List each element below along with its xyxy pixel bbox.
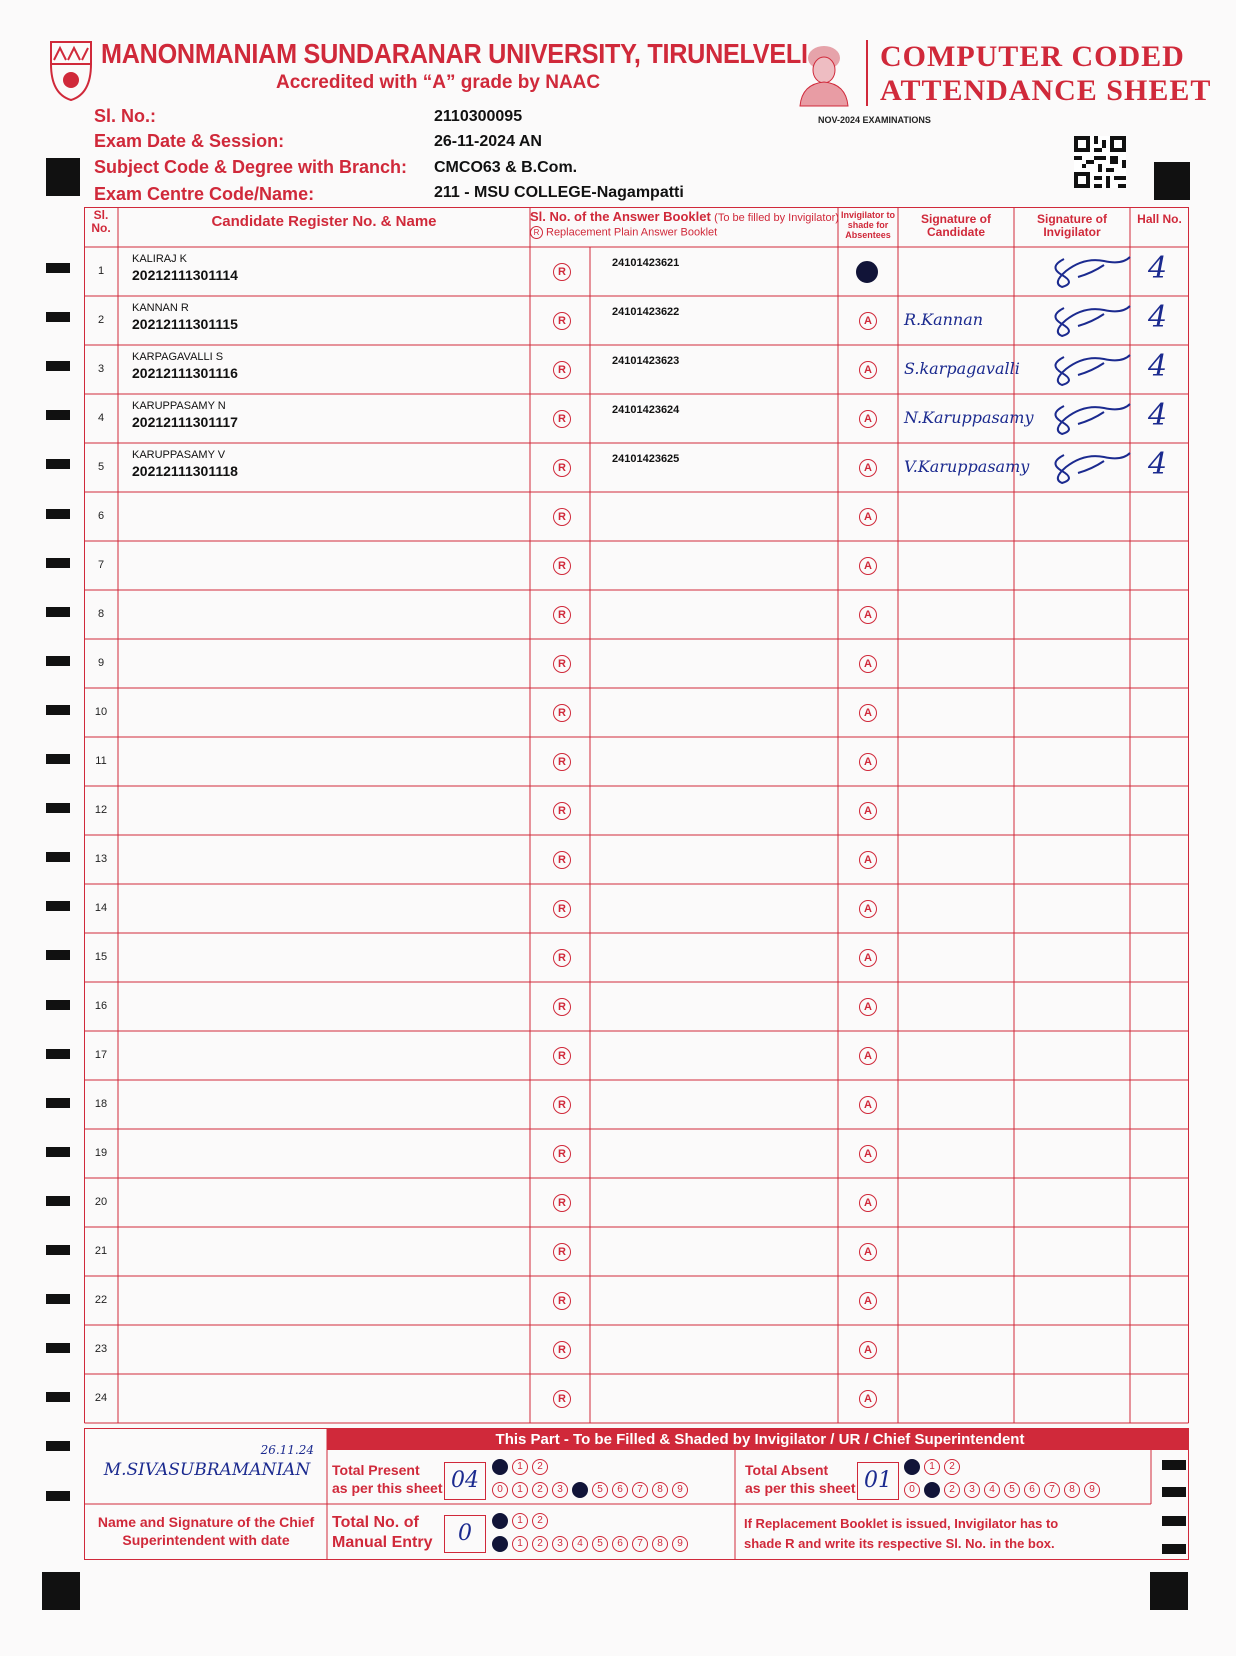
total-absent-label (745, 1461, 856, 1497)
manual-units-digit-bubble[interactable]: 1 (512, 1536, 528, 1552)
replacement-bubble[interactable]: R (553, 1292, 571, 1310)
absent-bubble[interactable]: A (859, 606, 877, 624)
qr-code (1074, 136, 1126, 188)
replacement-bubble[interactable]: R (553, 1096, 571, 1114)
absent-bubble[interactable]: A (859, 312, 877, 330)
absent-bubble[interactable]: A (859, 1292, 877, 1310)
timing-mark (46, 361, 70, 371)
replacement-note: If Replacement Booklet is issued, Invigilator has to shade R and write its respective Sl. No. in the box. (744, 1516, 1059, 1551)
total-present-label (332, 1461, 443, 1497)
timing-mark (46, 558, 70, 568)
timing-mark (46, 950, 70, 960)
present-units-digit-bubble[interactable]: 7 (632, 1482, 648, 1498)
row-sl-no: 20 (94, 1196, 108, 1208)
absent-bubble[interactable]: A (859, 998, 877, 1016)
manual-entry-label (332, 1513, 432, 1553)
timing-mark (46, 1098, 70, 1108)
timing-mark (46, 1491, 70, 1501)
timing-mark (1154, 162, 1190, 200)
field-label-sl-no: Sl. No.: (94, 106, 156, 126)
replacement-bubble[interactable]: R (553, 802, 571, 820)
candidate-register-no: 20212111301114 (132, 267, 238, 283)
total-absent-label-line2: as per this sheet (745, 1480, 856, 1496)
field-value-centre: 211 - MSU COLLEGE-Nagampatti (434, 184, 684, 201)
replacement-bubble[interactable]: R (553, 263, 571, 281)
row-sl-no: 18 (94, 1098, 108, 1110)
row-sl-no: 7 (97, 559, 105, 571)
row-sl-no: 21 (94, 1245, 108, 1257)
row-sl-no: 6 (97, 510, 105, 522)
row-sl-no: 5 (97, 461, 105, 473)
total-present-units-bubbles (492, 1481, 692, 1499)
col-header-absent: Invigilator to shade for Absentees (841, 210, 895, 240)
replacement-bubble[interactable]: R (553, 949, 571, 967)
candidate-signature: V.Karuppasamy (904, 457, 1030, 476)
replacement-bubble[interactable]: R (553, 557, 571, 575)
field-label-exam-date: Exam Date & Session: (94, 131, 285, 151)
present-units-digit-bubble[interactable]: 0 (492, 1482, 508, 1498)
row-sl-no: 9 (97, 657, 105, 669)
manual-entry-label-line1: Total No. of (332, 1514, 419, 1531)
founder-portrait (794, 40, 854, 106)
absent-units-digit-bubble[interactable] (924, 1482, 940, 1498)
timing-mark (46, 1441, 70, 1451)
session-tag: NOV-2024 EXAMINATIONS (818, 115, 931, 125)
sheet-title-line2: ATTENDANCE SHEET (880, 74, 1212, 107)
timing-mark (42, 1572, 80, 1610)
present-units-digit-bubble[interactable]: 2 (532, 1482, 548, 1498)
timing-mark (46, 1196, 70, 1206)
chief-superintendent-signature (92, 1440, 322, 1480)
candidate-name: KARPAGAVALLI S (132, 351, 224, 363)
row-sl-no: 2 (97, 314, 105, 326)
manual-entry-units-bubbles (492, 1535, 692, 1553)
row-sl-no: 4 (97, 412, 105, 424)
timing-mark (46, 1049, 70, 1059)
absent-bubble[interactable]: A (859, 1390, 877, 1408)
candidate-signature: R.Kannan (904, 310, 984, 329)
col-header-booklet-sub (530, 226, 840, 239)
present-units-digit-bubble[interactable]: 3 (552, 1482, 568, 1498)
timing-mark (46, 158, 80, 196)
timing-mark (1150, 1572, 1188, 1610)
timing-mark (46, 1294, 70, 1304)
present-tens-digit-bubble[interactable]: 1 (512, 1459, 528, 1475)
total-absent-box: 01 (857, 1462, 899, 1500)
manual-units-digit-bubble[interactable]: 3 (552, 1536, 568, 1552)
title-divider (866, 40, 868, 106)
absent-bubble[interactable]: A (859, 753, 877, 771)
manual-units-digit-bubble[interactable]: 4 (572, 1536, 588, 1552)
timing-mark (46, 312, 70, 322)
row-sl-no: 12 (94, 804, 108, 816)
absent-bubble[interactable]: A (859, 1341, 877, 1359)
row-sl-no: 16 (94, 1000, 108, 1012)
field-value-subject: CMCO63 & B.Com. (434, 159, 578, 176)
timing-mark (46, 1245, 70, 1255)
replacement-symbol: R (530, 226, 543, 239)
timing-mark (46, 1343, 70, 1353)
absent-bubble[interactable]: A (859, 508, 877, 526)
row-sl-no: 23 (94, 1343, 108, 1355)
absent-tens-digit-bubble[interactable]: 1 (924, 1459, 940, 1475)
col-header-sig-invigilator: Signature of Invigilator (1036, 212, 1107, 239)
candidate-signature: N.Karuppasamy (904, 408, 1034, 427)
answer-booklet-no: 24101423625 (612, 453, 680, 465)
hall-no: 4 (1148, 300, 1168, 335)
manual-units-digit-bubble[interactable]: 5 (592, 1536, 608, 1552)
replacement-bubble[interactable]: R (553, 1243, 571, 1261)
timing-mark (46, 459, 70, 469)
invigilator-signature (1044, 400, 1134, 438)
replacement-bubble[interactable]: R (553, 1341, 571, 1359)
absent-units-digit-bubble[interactable]: 3 (964, 1482, 980, 1498)
chief-date: 26.11.24 (260, 1443, 314, 1457)
row-sl-no: 22 (94, 1294, 108, 1306)
replacement-bubble[interactable]: R (553, 1194, 571, 1212)
hall-no: 4 (1148, 447, 1168, 482)
total-absent-units-bubbles (904, 1481, 1104, 1499)
candidate-name: KARUPPASAMY V (132, 449, 226, 461)
timing-mark (46, 705, 70, 715)
timing-mark (46, 607, 70, 617)
col-header-candidate: Candidate Register No. & Name (211, 213, 437, 230)
manual-units-digit-bubble[interactable]: 7 (632, 1536, 648, 1552)
total-absent-tens-bubbles (904, 1458, 964, 1476)
absent-bubble[interactable]: A (859, 900, 877, 918)
sheet-title-line1: COMPUTER CODED (880, 40, 1185, 73)
candidate-signature: S.karpagavalli (904, 359, 1020, 378)
timing-mark (46, 852, 70, 862)
replacement-bubble[interactable]: R (553, 361, 571, 379)
hall-no: 4 (1148, 251, 1168, 286)
timing-mark (46, 1147, 70, 1157)
replacement-bubble[interactable]: R (553, 1047, 571, 1065)
timing-mark (46, 803, 70, 813)
absent-tens-digit-bubble[interactable]: 2 (944, 1459, 960, 1475)
absent-units-digit-bubble[interactable]: 6 (1024, 1482, 1040, 1498)
manual-units-digit-bubble[interactable]: 8 (652, 1536, 668, 1552)
absent-units-digit-bubble[interactable]: 4 (984, 1482, 1000, 1498)
row-sl-no: 8 (97, 608, 105, 620)
row-sl-no: 11 (95, 755, 107, 767)
row-sl-no: 14 (94, 902, 108, 914)
accreditation-text: Accredited with “A” grade by NAAC (276, 72, 601, 93)
answer-booklet-no: 24101423624 (612, 404, 680, 416)
absent-bubble[interactable]: A (859, 557, 877, 575)
absent-bubble[interactable]: A (859, 1243, 877, 1261)
row-sl-no: 1 (97, 265, 105, 277)
present-units-digit-bubble[interactable] (572, 1482, 588, 1498)
absent-units-digit-bubble[interactable]: 9 (1084, 1482, 1100, 1498)
timing-mark (46, 263, 70, 273)
row-sl-no: 24 (94, 1392, 108, 1404)
absent-bubble[interactable]: A (859, 1096, 877, 1114)
attendance-grid (84, 207, 1189, 1425)
absent-tens-digit-bubble[interactable] (904, 1459, 920, 1475)
university-name: MANONMANIAM SUNDARANAR UNIVERSITY, TIRUNELVELI (101, 38, 808, 69)
manual-tens-digit-bubble[interactable] (492, 1513, 508, 1529)
replacement-bubble[interactable]: R (553, 508, 571, 526)
manual-tens-digit-bubble[interactable]: 1 (512, 1513, 528, 1529)
manual-entry-box: 0 (444, 1515, 486, 1553)
replacement-bubble[interactable]: R (553, 1390, 571, 1408)
absent-bubble[interactable]: A (859, 410, 877, 428)
field-value-sl-no: 2110300095 (434, 108, 523, 125)
answer-booklet-no: 24101423621 (612, 257, 680, 269)
timing-mark (46, 656, 70, 666)
candidate-name: KALIRAJ K (132, 253, 188, 265)
timing-mark (46, 410, 70, 420)
col-header-booklet-main: Sl. No. of the Answer Booklet (530, 209, 711, 224)
total-present-box: 04 (444, 1462, 486, 1500)
answer-booklet-no: 24101423622 (612, 306, 680, 318)
candidate-name: KANNAN R (132, 302, 189, 314)
invigilator-signature (1044, 449, 1134, 487)
manual-units-digit-bubble[interactable] (492, 1536, 508, 1552)
invigilator-signature (1044, 253, 1134, 291)
total-present-tens-bubbles (492, 1458, 552, 1476)
row-sl-no: 17 (94, 1049, 108, 1061)
present-units-digit-bubble[interactable]: 9 (672, 1482, 688, 1498)
present-units-digit-bubble[interactable]: 8 (652, 1482, 668, 1498)
present-units-digit-bubble[interactable]: 5 (592, 1482, 608, 1498)
candidate-register-no: 20212111301116 (132, 365, 238, 381)
replacement-bubble[interactable]: R (553, 312, 571, 330)
university-logo (48, 40, 94, 102)
candidate-register-no: 20212111301117 (132, 414, 238, 430)
timing-mark (46, 901, 70, 911)
absent-bubble[interactable]: A (859, 949, 877, 967)
candidate-register-no: 20212111301118 (132, 463, 238, 479)
timing-mark (46, 1000, 70, 1010)
total-present-label-line2: as per this sheet (332, 1480, 443, 1496)
replacement-bubble[interactable]: R (553, 410, 571, 428)
row-sl-no: 15 (94, 951, 108, 963)
present-units-digit-bubble[interactable]: 1 (512, 1482, 528, 1498)
absent-units-digit-bubble[interactable]: 0 (904, 1482, 920, 1498)
invigilator-signature (1044, 351, 1134, 389)
total-present-label-line1: Total Present (332, 1462, 420, 1478)
row-sl-no: 10 (94, 706, 108, 718)
absent-bubble[interactable]: A (859, 1047, 877, 1065)
col-header-booklet-sub-text: Replacement Plain Answer Booklet (546, 226, 718, 239)
chief-name: M.SIVASUBRAMANIAN (103, 1460, 311, 1480)
manual-units-digit-bubble[interactable]: 6 (612, 1536, 628, 1552)
replacement-bubble[interactable]: R (553, 753, 571, 771)
field-value-exam-date: 26-11-2024 AN (434, 133, 542, 150)
replacement-bubble[interactable]: R (553, 900, 571, 918)
absent-units-digit-bubble[interactable]: 7 (1044, 1482, 1060, 1498)
answer-booklet-no: 24101423623 (612, 355, 680, 367)
absent-bubble[interactable] (856, 261, 878, 283)
col-header-sl: Sl. No. (91, 208, 111, 235)
col-header-sig-candidate: Signature of Candidate (920, 212, 991, 239)
replacement-bubble[interactable]: R (553, 998, 571, 1016)
timing-mark (46, 509, 70, 519)
manual-tens-digit-bubble[interactable]: 2 (532, 1513, 548, 1529)
field-label-subject: Subject Code & Degree with Branch: (94, 157, 408, 177)
absent-units-digit-bubble[interactable]: 8 (1064, 1482, 1080, 1498)
absent-bubble[interactable]: A (859, 1145, 877, 1163)
manual-units-digit-bubble[interactable]: 9 (672, 1536, 688, 1552)
col-header-booklet (530, 210, 840, 239)
footer-banner: This Part - To be Filled & Shaded by Invigilator / UR / Chief Superintendent (495, 1431, 1025, 1448)
candidate-name: KARUPPASAMY N (132, 400, 226, 412)
absent-bubble[interactable]: A (859, 802, 877, 820)
manual-entry-tens-bubbles (492, 1512, 552, 1530)
absent-bubble[interactable]: A (859, 851, 877, 869)
present-tens-digit-bubble[interactable] (492, 1459, 508, 1475)
candidate-register-no: 20212111301115 (132, 316, 238, 332)
timing-mark (46, 1392, 70, 1402)
col-header-hall: Hall No. (1137, 212, 1182, 226)
chief-label: Name and Signature of the Chief Superintendent with date (97, 1514, 315, 1548)
manual-entry-label-line2: Manual Entry (332, 1534, 433, 1551)
field-label-centre: Exam Centre Code/Name: (94, 184, 315, 204)
present-units-digit-bubble[interactable]: 6 (612, 1482, 628, 1498)
row-sl-no: 13 (94, 853, 108, 865)
invigilator-signature (1044, 302, 1134, 340)
absent-bubble[interactable]: A (859, 704, 877, 722)
absent-units-digit-bubble[interactable]: 5 (1004, 1482, 1020, 1498)
row-sl-no: 3 (97, 363, 105, 375)
total-absent-label-line1: Total Absent (745, 1462, 829, 1478)
replacement-bubble[interactable]: R (553, 1145, 571, 1163)
sheet-title (880, 40, 1211, 108)
absent-bubble[interactable]: A (859, 459, 877, 477)
present-tens-digit-bubble[interactable]: 2 (532, 1459, 548, 1475)
absent-units-digit-bubble[interactable]: 2 (944, 1482, 960, 1498)
replacement-bubble[interactable]: R (553, 704, 571, 722)
replacement-bubble[interactable]: R (553, 606, 571, 624)
replacement-bubble[interactable]: R (553, 655, 571, 673)
absent-bubble[interactable]: A (859, 1194, 877, 1212)
row-sl-no: 19 (94, 1147, 108, 1159)
col-header-booklet-note: (To be filled by Invigilator) (714, 212, 839, 224)
hall-no: 4 (1148, 398, 1168, 433)
timing-mark (46, 754, 70, 764)
absent-bubble[interactable]: A (859, 655, 877, 673)
replacement-bubble[interactable]: R (553, 459, 571, 477)
replacement-bubble[interactable]: R (553, 851, 571, 869)
absent-bubble[interactable]: A (859, 361, 877, 379)
manual-units-digit-bubble[interactable]: 2 (532, 1536, 548, 1552)
hall-no: 4 (1148, 349, 1168, 384)
